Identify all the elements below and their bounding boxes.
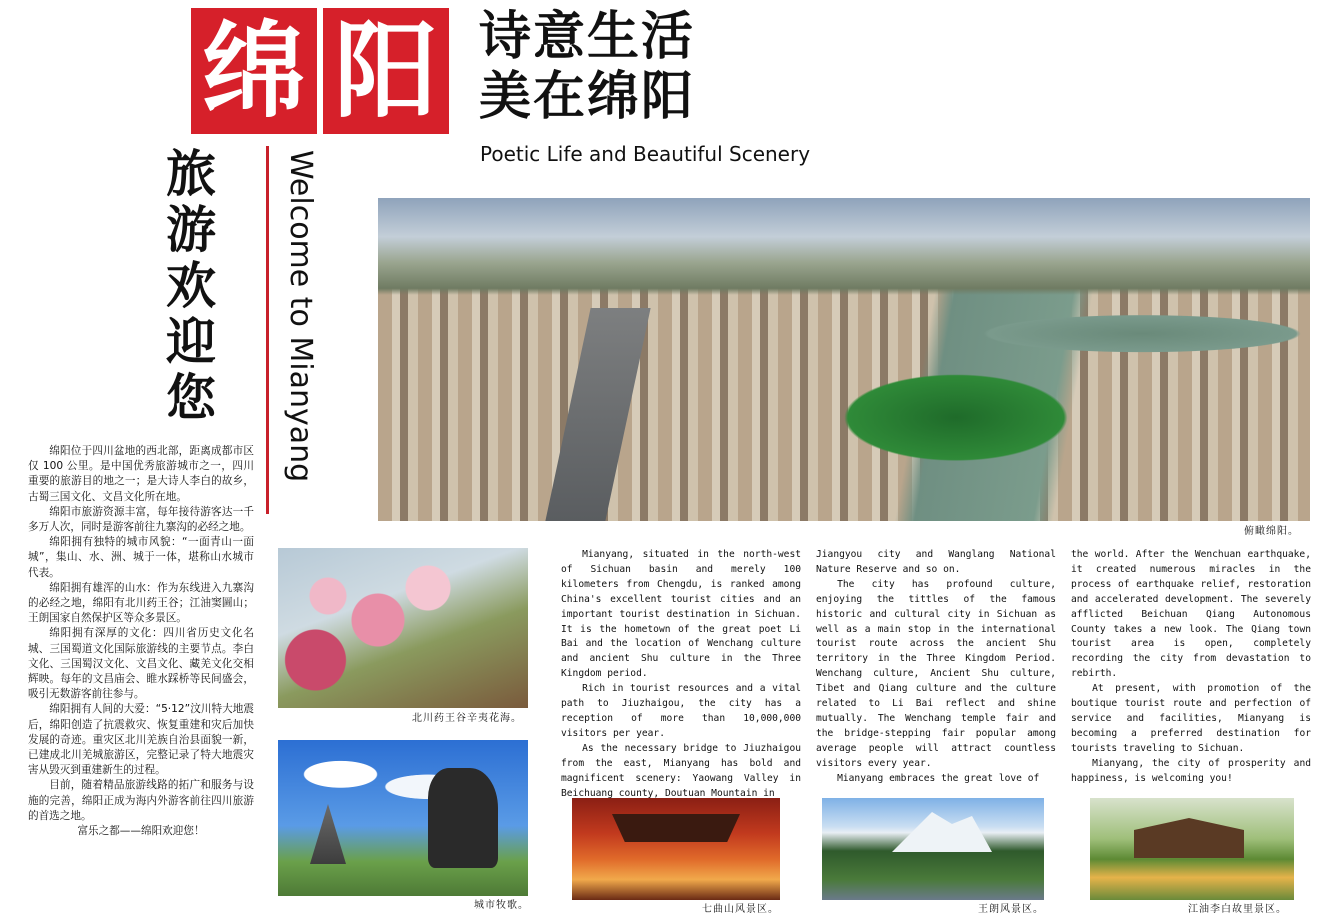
article-paragraph: Jiangyou city and Wanglang National Nature Reserve and so on. [816,549,1056,575]
logo-char-yang: 阳 [323,8,449,134]
intro-cn-paragraph: 绵阳位于四川盆地的西北部，距离成都市区仅 100 公里。是中国优秀旅游城市之一，四川重要的旅游目的地之一；是大诗人李白的故乡，古蜀三国文化、文昌文化所在地。 [28,445,254,503]
mountain-caption: 王朗风景区。 [978,904,1044,915]
peach-blossom-photo [278,548,528,708]
intro-cn-paragraph: 绵阳拥有人间的大爱：“5·12”汶川特大地震后，绵阳创造了抗震救灾、恢复重建和灾后加快发展的奇迹。重灾区北川羌族自治县面貌一新，已建成北川羌城旅游区，完整记录了特大地震灾害从毁灭到重建新生的过程。 [28,703,254,777]
title-cn-vertical: 旅游欢迎您 [166,144,216,427]
article-paragraph: Mianyang, situated in the north-west of Sichuan basin and merely 100 kilometers from Chengdu, is ranked among China's excellent tourist cities and an important tourist destination in Sichuan. It is the hometown of the great poet Li Bai and the location of Wenchang culture and ancient Shu culture in the Three Kingdom period. [561,549,801,680]
article-en-column-1 [561,548,801,801]
article-paragraph: As the necessary bridge to Jiuzhaigou from the east, Mianyang has bold and magnificent scenery: Yaowang Valley in Beichuang county, Doutuan Mountain in [561,742,801,799]
article-paragraph: Mianyang embraces the great love of [837,772,1040,784]
intro-cn-paragraph: 绵阳拥有深厚的文化：四川省历史文化名城、三国蜀道文化国际旅游线的主要节点。李白文化、三国蜀汉文化、文昌文化、藏羌文化交相辉映。每年的文昌庙会、睢水踩桥等民间盛会，吸引无数游客前往参与。 [28,627,254,701]
intro-cn-closing: 富乐之都——绵阳欢迎您！ [77,825,205,838]
article-en-column-3 [1071,548,1311,787]
city-panorama-photo [378,198,1310,521]
article-paragraph: At present, with promotion of the boutique tourist route and perfection of service and facilities, Mianyang is becoming a preferred destination for tourists traveling to Sichuan. [1071,683,1311,754]
headline-line-2: 美在绵阳 [479,66,696,127]
article-en-column-2 [816,548,1056,787]
subtitle-en: Poetic Life and Beautiful Scenery [480,142,811,166]
horse-caption: 城市牧歌。 [474,900,529,911]
temple-photo [572,798,780,900]
peach-caption: 北川药王谷辛夷花海。 [412,713,522,724]
horse-statue-photo [278,740,528,896]
intro-cn-paragraph: 绵阳市旅游资源丰富，每年接待游客达一千多万人次，同时是游客前往九寨沟的必经之地。 [28,505,254,534]
panorama-caption: 俯瞰绵阳。 [1244,526,1299,537]
headline-line-1: 诗意生活 [479,6,696,67]
title-en-vertical: Welcome to Mianyang [283,150,318,483]
mountain-photo [822,798,1044,900]
intro-cn-paragraph: 绵阳拥有独特的城市风貌：“一面青山一面城”，集山、水、洲、城于一体，堪称山水城市代表。 [28,536,254,579]
intro-cn [28,444,254,839]
article-paragraph: the world. After the Wenchuan earthquake, it created numerous miracles in the process of earthquake relief, restoration and accelerated development. The severely afflicted Beichuan Qiang Autonomous County takes a new look. The Qiang town tourist area is open, completely recording the city from devastation to rebirth. [1071,549,1311,680]
temple-caption: 七曲山风景区。 [702,904,779,915]
article-paragraph: Mianyang, the city of prosperity and happiness, is welcoming you! [1071,757,1311,784]
intro-cn-paragraph: 绵阳拥有雄浑的山水：作为东线进入九寨沟的必经之地，绵阳有北川药王谷；江油窦圌山；王朗国家自然保护区等众多景区。 [28,581,254,625]
logo-char-mian: 绵 [191,8,317,134]
title-divider [266,146,269,514]
article-paragraph: The city has profound culture, enjoying the tittles of the famous historic and cultural city in Sichuan as well as a main stop in the international tourist route across the ancient Shu territory in the Three Kingdom Period. Wenchang culture, Ancient Shu culture, Tibet and Qiang culture and the culture related to Li Bai reflect and shine mutually. The Wenchang temple fair and the bridge-stepping fair popular among average people will attract countless visitors every year. [816,578,1056,769]
garden-caption: 江油李白故里景区。 [1188,904,1287,915]
article-paragraph: Rich in tourist resources and a vital path to Jiuzhaigou, the city has a reception of more than 10,000,000 visitors per year. [561,683,801,739]
garden-photo [1090,798,1294,900]
intro-cn-paragraph: 目前，随着精品旅游线路的拓广和服务与设施的完善，绵阳正成为海内外游客前往四川旅游的首选之地。 [28,779,254,822]
